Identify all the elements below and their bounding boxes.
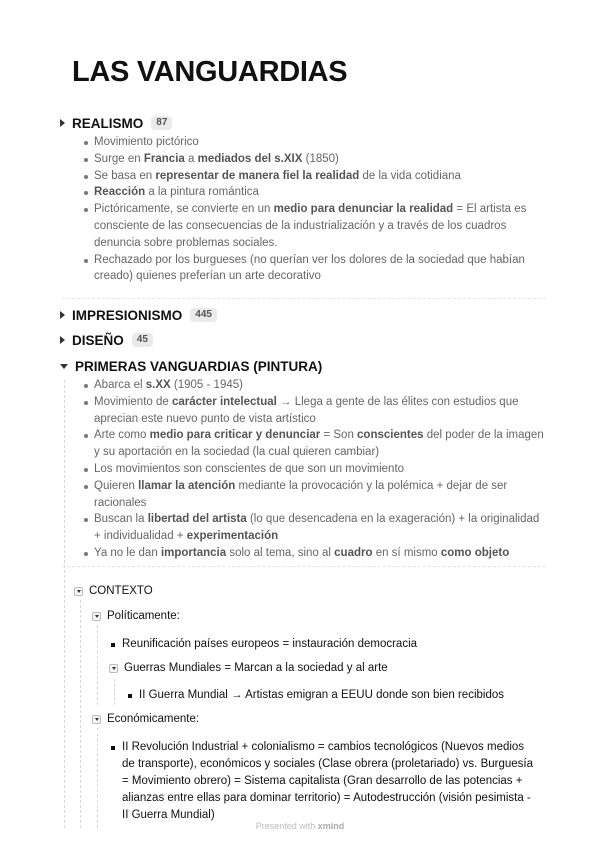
- tree-guide-line: [80, 600, 81, 828]
- node-revolucion-industrial[interactable]: [122, 739, 537, 824]
- bullet-icon: [111, 643, 115, 647]
- count-badge: 87: [151, 116, 172, 130]
- bold-text: medio para denunciar la realidad: [273, 203, 454, 216]
- text: del poder de la imagen y su aportación en la sociedad (la cual quieren cambiar): [94, 429, 544, 459]
- text: = El artista es consciente de las consecuencias de la industrialización y a través de los cuadros denuncia sobre problemas sociales.: [94, 203, 527, 249]
- bold-text: mediados del s.XIX: [197, 152, 303, 165]
- node-label: Reunificación países europeos = instauración democracia: [122, 638, 418, 650]
- bold-text: llamar la atención: [138, 479, 236, 492]
- text: Quieren: [94, 479, 139, 492]
- text: Movimiento de: [94, 395, 172, 408]
- list-item[interactable]: [94, 252, 544, 286]
- text: de la vida cotidiana: [359, 169, 461, 182]
- list-item[interactable]: [94, 427, 544, 461]
- text: solo al tema, sino al: [226, 546, 335, 559]
- node-contexto[interactable]: [74, 585, 153, 597]
- node-label: CONTEXTO: [89, 585, 153, 597]
- list-item[interactable]: [94, 545, 544, 562]
- list-item[interactable]: [94, 151, 544, 168]
- bullet-icon: [128, 694, 132, 698]
- text: → Llega a gente de las élites con estudios que aprecian este nuevo punto de vista artístico: [94, 395, 519, 425]
- collapse-toggle-icon[interactable]: [74, 587, 83, 596]
- text: (lo que desencadena en la exageración) + la originalidad + individualidad +: [94, 513, 540, 543]
- bold-text: medio para criticar y denunciar: [149, 429, 321, 442]
- collapse-toggle-icon[interactable]: [60, 119, 65, 127]
- collapse-toggle-icon[interactable]: [109, 664, 118, 673]
- collapse-toggle-icon[interactable]: [60, 364, 68, 369]
- section-label: PRIMERAS VANGUARDIAS (PINTURA): [75, 358, 323, 374]
- section-primeras-vanguardias[interactable]: [60, 356, 322, 376]
- bold-text: Francia: [143, 152, 185, 165]
- section-realismo[interactable]: [60, 113, 172, 133]
- node-label: II Revolución Industrial + colonialismo = cambios tecnológicos (Nuevos medios de transporte), económicos y sociales (Clase obrera (proletariado) vs. Burguesía = Movimiento obrero) = Sistema capitalista (Gran desarrollo de las potencias + alianzas entre ellas para dominar territorio) = Autodestrucción (visión pesimista - II Guerra Mundial): [122, 741, 533, 821]
- node-reunificacion[interactable]: [122, 636, 552, 653]
- node-ii-guerra-mundial[interactable]: [139, 687, 559, 704]
- node-label: Políticamente:: [107, 610, 180, 622]
- text: (1850): [302, 152, 339, 165]
- footer-watermark: [0, 821, 600, 831]
- collapse-toggle-icon[interactable]: [92, 612, 101, 621]
- list-item[interactable]: [94, 377, 544, 394]
- bold-text: importancia: [160, 546, 227, 559]
- realismo-list: [94, 134, 544, 285]
- section-impresionismo[interactable]: [60, 305, 217, 325]
- bold-text: s.XX: [145, 379, 171, 391]
- collapse-toggle-icon[interactable]: [92, 715, 101, 724]
- text: Arte como: [94, 429, 150, 442]
- section-label: DISEÑO: [72, 332, 124, 348]
- text: Se basa en: [94, 169, 156, 182]
- text: a la pintura romántica: [145, 186, 259, 199]
- text: Abarca el: [94, 379, 146, 391]
- divider: [62, 298, 546, 299]
- divider: [62, 566, 546, 567]
- node-politicamente[interactable]: [92, 610, 180, 622]
- list-item[interactable]: [94, 184, 544, 201]
- list-item[interactable]: [94, 201, 544, 251]
- bold-text: carácter intelectual: [171, 395, 277, 408]
- bold-text: como objeto: [440, 546, 510, 559]
- bold-text: Reacción: [94, 186, 146, 199]
- text: Surge en: [94, 152, 144, 165]
- list-item[interactable]: [94, 134, 544, 151]
- expand-toggle-icon[interactable]: [60, 336, 65, 344]
- count-badge: 45: [132, 333, 153, 347]
- text: Movimiento pictórico: [94, 136, 199, 148]
- node-label: Guerras Mundiales = Marcan a la sociedad y al arte: [124, 662, 388, 674]
- tree-guide-line: [114, 679, 115, 705]
- node-guerras-mundiales[interactable]: [109, 662, 388, 674]
- tree-guide-line: [97, 625, 98, 705]
- node-label: Económicamente:: [107, 713, 200, 725]
- bold-text: experimentación: [186, 530, 279, 543]
- list-item[interactable]: [94, 478, 544, 512]
- tree-guide-line: [64, 380, 65, 828]
- expand-toggle-icon[interactable]: [60, 311, 65, 319]
- list-item[interactable]: [94, 168, 544, 185]
- node-label: II Guerra Mundial → Artistas emigran a EEUU donde son bien recibidos: [139, 689, 504, 701]
- node-economicamente[interactable]: [92, 713, 199, 725]
- text: Buscan la: [94, 513, 148, 526]
- text: (1905 - 1945): [170, 379, 243, 391]
- list-item[interactable]: [94, 511, 544, 545]
- bold-text: cuadro: [334, 546, 373, 559]
- tree-guide-line: [97, 728, 98, 828]
- bold-text: conscientes: [357, 429, 424, 442]
- primeras-list: [94, 377, 544, 562]
- text: Ya no le dan: [94, 546, 161, 559]
- bold-text: libertad del artista: [147, 513, 247, 526]
- text: mediante la provocación y la polémica + dejar de ser racionales: [94, 479, 508, 509]
- text: en sí mismo: [372, 546, 441, 559]
- bold-text: representar de manera fiel la realidad: [155, 169, 360, 182]
- text: Pictóricamente, se convierte en un: [94, 203, 274, 216]
- section-label: IMPRESIONISMO: [72, 307, 183, 323]
- text: Rechazado por los burgueses (no querían ver los dolores de la sociedad que habían creado) quienes preferían un arte decorativo: [94, 253, 525, 283]
- bullet-icon: [111, 746, 115, 750]
- list-item[interactable]: [94, 461, 544, 478]
- section-diseno[interactable]: [60, 330, 153, 350]
- list-item[interactable]: [94, 394, 544, 428]
- page-title: LAS VANGUARDIAS: [72, 56, 348, 88]
- footer-brand: xmind: [317, 821, 345, 831]
- footer-prefix: Presented with: [255, 821, 316, 831]
- text: = Son: [320, 429, 358, 442]
- section-label: REALISMO: [72, 115, 144, 131]
- text: a: [184, 152, 198, 165]
- count-badge: 445: [190, 308, 217, 322]
- text: Los movimientos son conscientes de que son un movimiento: [94, 462, 405, 475]
